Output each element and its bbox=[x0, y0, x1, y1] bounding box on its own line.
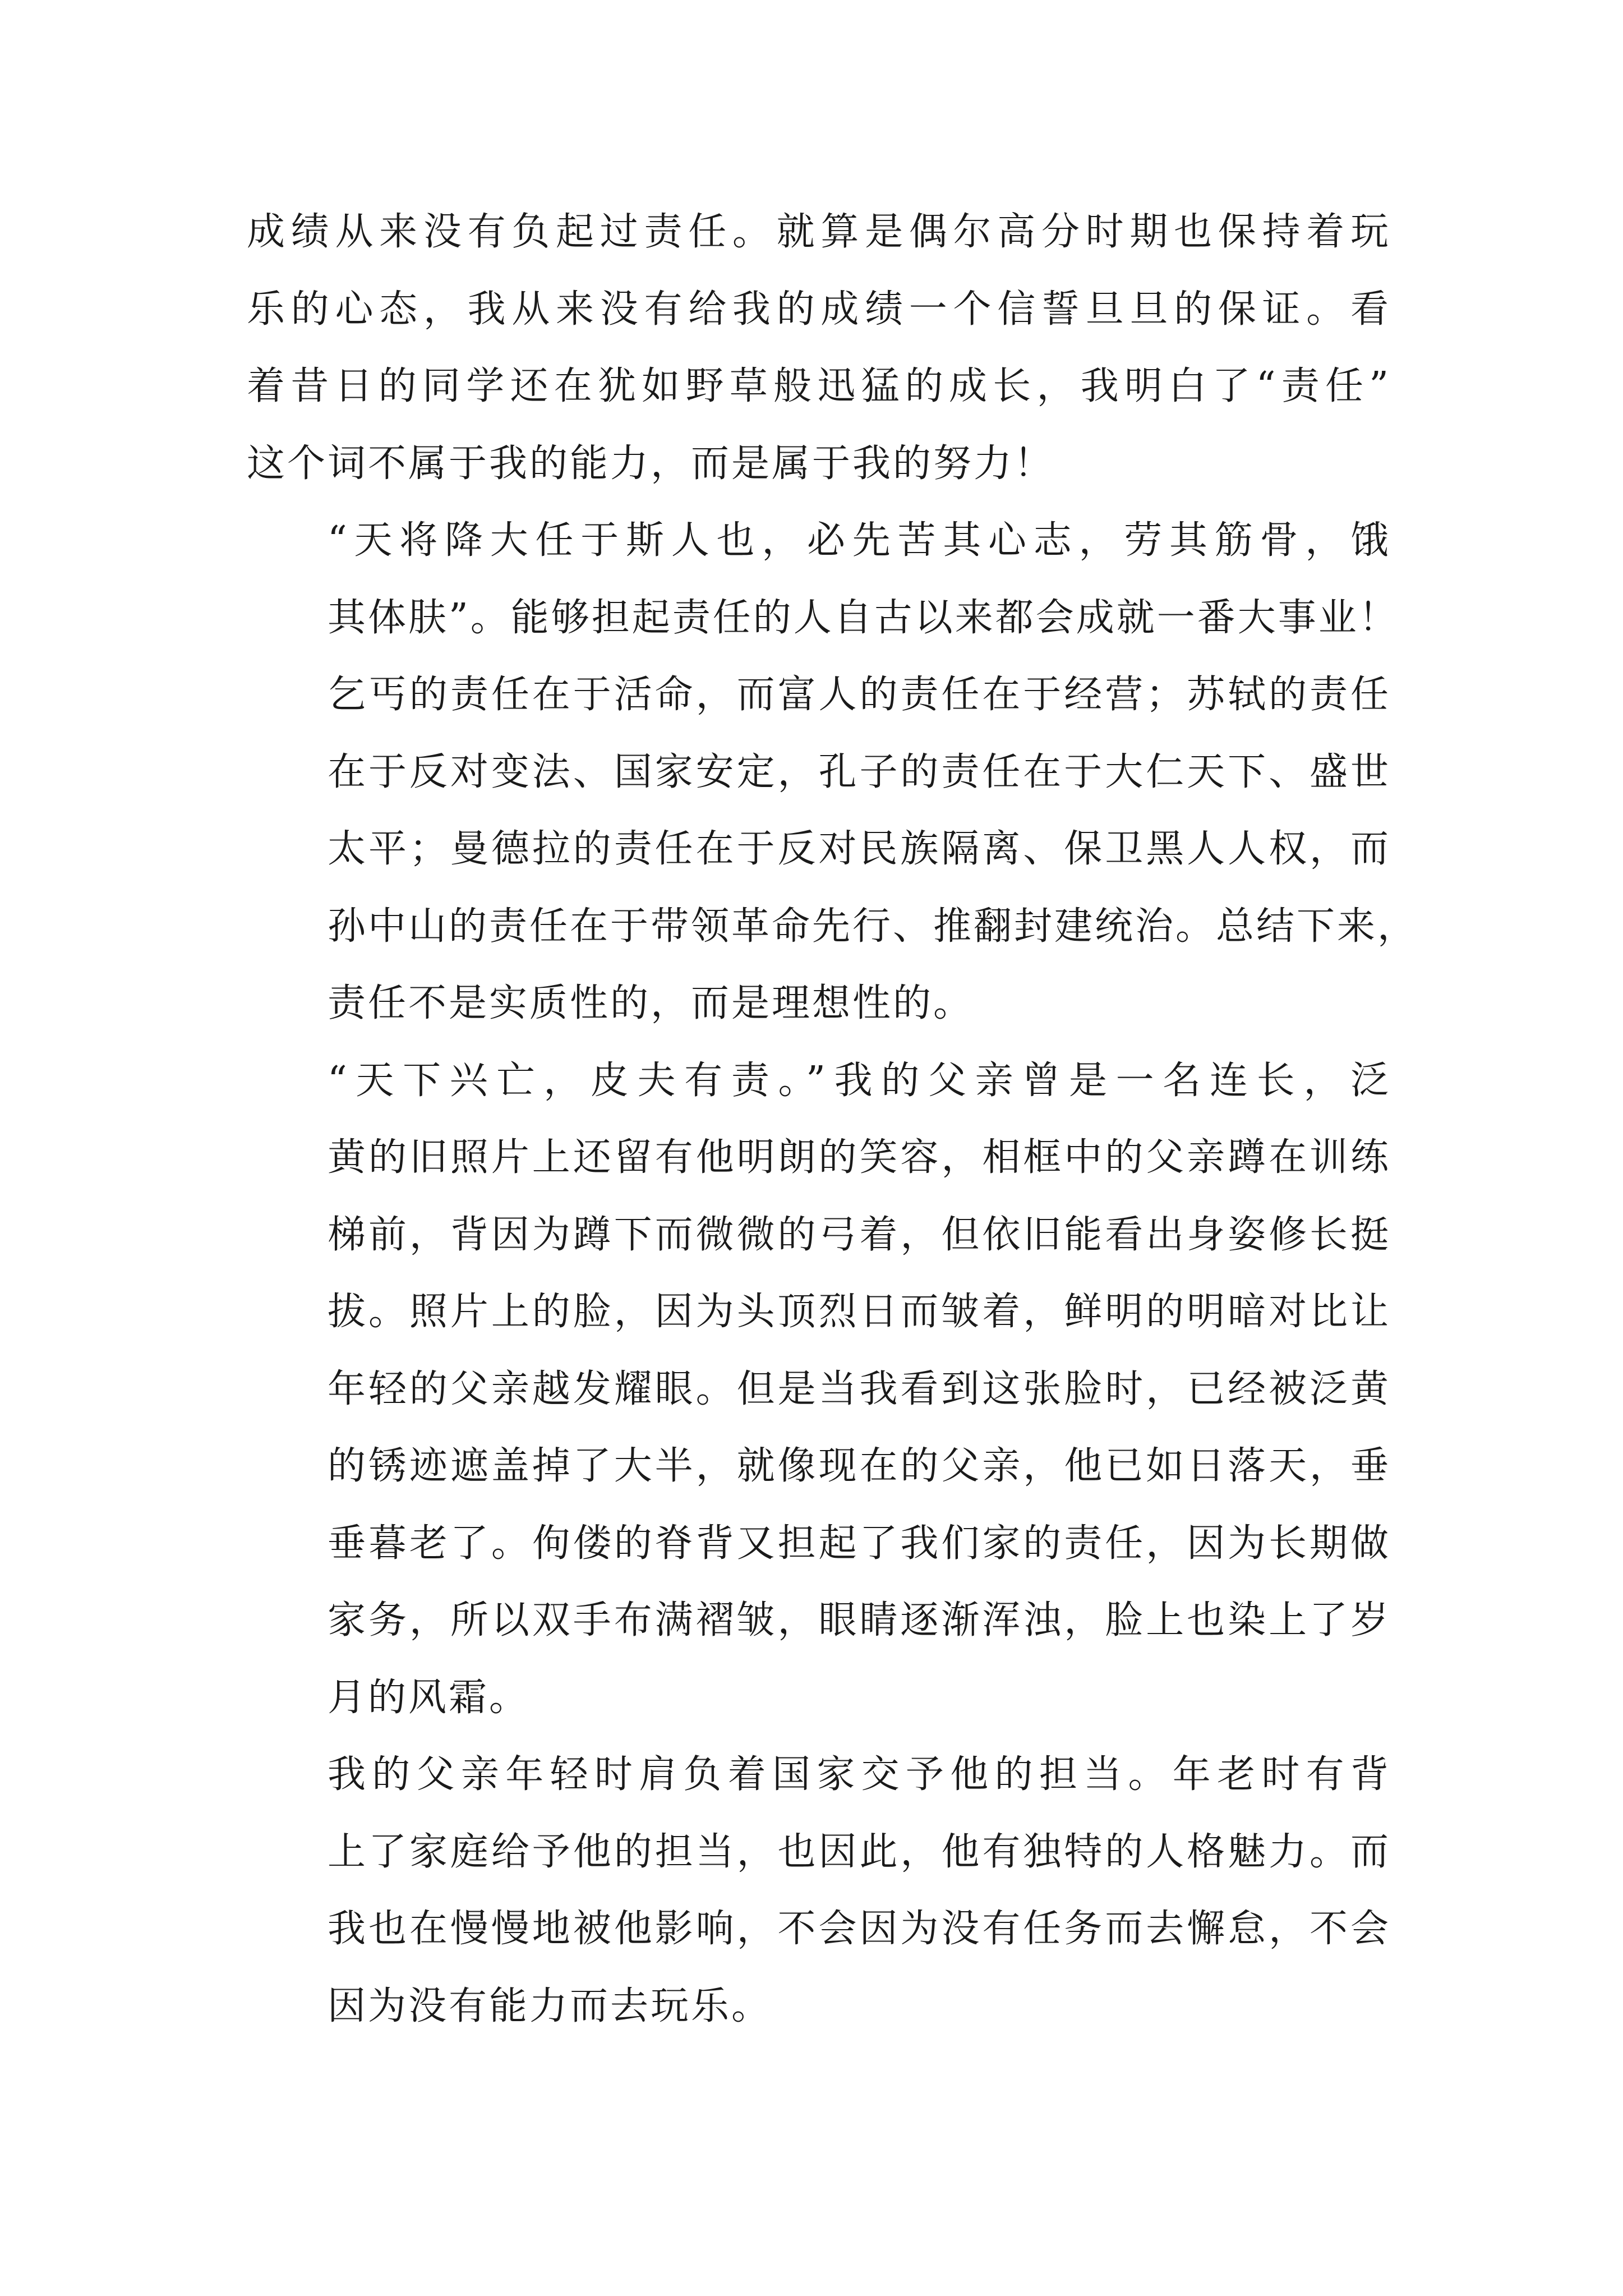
text-line: 太平；曼德拉的责任在于反对民族隔离、保卫黑人人权，而 bbox=[328, 827, 1391, 871]
text-line: 拔。照片上的脸，因为头顶烈日而皱着，鲜明的明暗对比让 bbox=[328, 1290, 1391, 1334]
text-line: 在于反对变法、国家安定，孔子的责任在于大仁天下、盛世 bbox=[328, 749, 1391, 794]
text-line: 乐的心态，我从来没有给我的成绩一个信誓旦旦的保证。看 bbox=[247, 287, 1391, 332]
text-line: “天将降大任于斯人也，必先苦其心志，劳其筋骨，饿 bbox=[328, 518, 1391, 563]
paragraph-4 bbox=[247, 1736, 1391, 2045]
text-line: 我也在慢慢地被他影响，不会因为没有任务而去懈怠，不会 bbox=[328, 1907, 1391, 1951]
text-line: 年轻的父亲越发耀眼。但是当我看到这张脸时，已经被泛黄 bbox=[328, 1366, 1391, 1411]
text-line: 乞丐的责任在于活命，而富人的责任在于经营；苏轼的责任 bbox=[328, 673, 1391, 717]
text-line: 我的父亲年轻时肩负着国家交予他的担当。年老时有背 bbox=[328, 1752, 1391, 1797]
text-line: 家务，所以双手布满褶皱，眼睛逐渐浑浊，脸上也染上了岁 bbox=[328, 1598, 1391, 1642]
text-line: 成绩从来没有负起过责任。就算是偶尔高分时期也保持着玩 bbox=[247, 210, 1391, 254]
text-line: 着昔日的同学还在犹如野草般迅猛的成长，我明白了“责任” bbox=[247, 364, 1391, 408]
text-line: 这个词不属于我的能力，而是属于我的努力！ bbox=[247, 441, 1055, 486]
text-line: “天下兴亡，皮夫有责。”我的父亲曾是一名连长，泛 bbox=[328, 1058, 1391, 1103]
text-line: 上了家庭给予他的担当，也因此，他有独特的人格魅力。而 bbox=[328, 1829, 1391, 1874]
essay-body bbox=[247, 194, 1418, 2045]
text-line: 垂暮老了。佝偻的脊背又担起了我们家的责任，因为长期做 bbox=[328, 1521, 1391, 1566]
text-line: 月的风霜。 bbox=[328, 1675, 530, 1720]
paragraph-2 bbox=[247, 502, 1418, 1042]
paragraph-3 bbox=[247, 1042, 1391, 1737]
text-line: 孙中山的责任在于带领革命先行、推翻封建统治。总结下来， bbox=[328, 904, 1418, 949]
paragraph-1 bbox=[247, 194, 1391, 502]
text-line: 其体肤”。能够担起责任的人自古以来都会成就一番大事业！ bbox=[328, 595, 1399, 640]
text-line: 梯前，背因为蹲下而微微的弓着，但依旧能看出身姿修长挺 bbox=[328, 1212, 1391, 1257]
text-line: 责任不是实质性的，而是理想性的。 bbox=[328, 981, 974, 1025]
text-line: 的锈迹遮盖掉了大半，就像现在的父亲，他已如日落天，垂 bbox=[328, 1444, 1391, 1488]
text-line: 黄的旧照片上还留有他明朗的笑容，相框中的父亲蹲在训练 bbox=[328, 1135, 1391, 1180]
text-line: 因为没有能力而去玩乐。 bbox=[328, 1984, 772, 2028]
